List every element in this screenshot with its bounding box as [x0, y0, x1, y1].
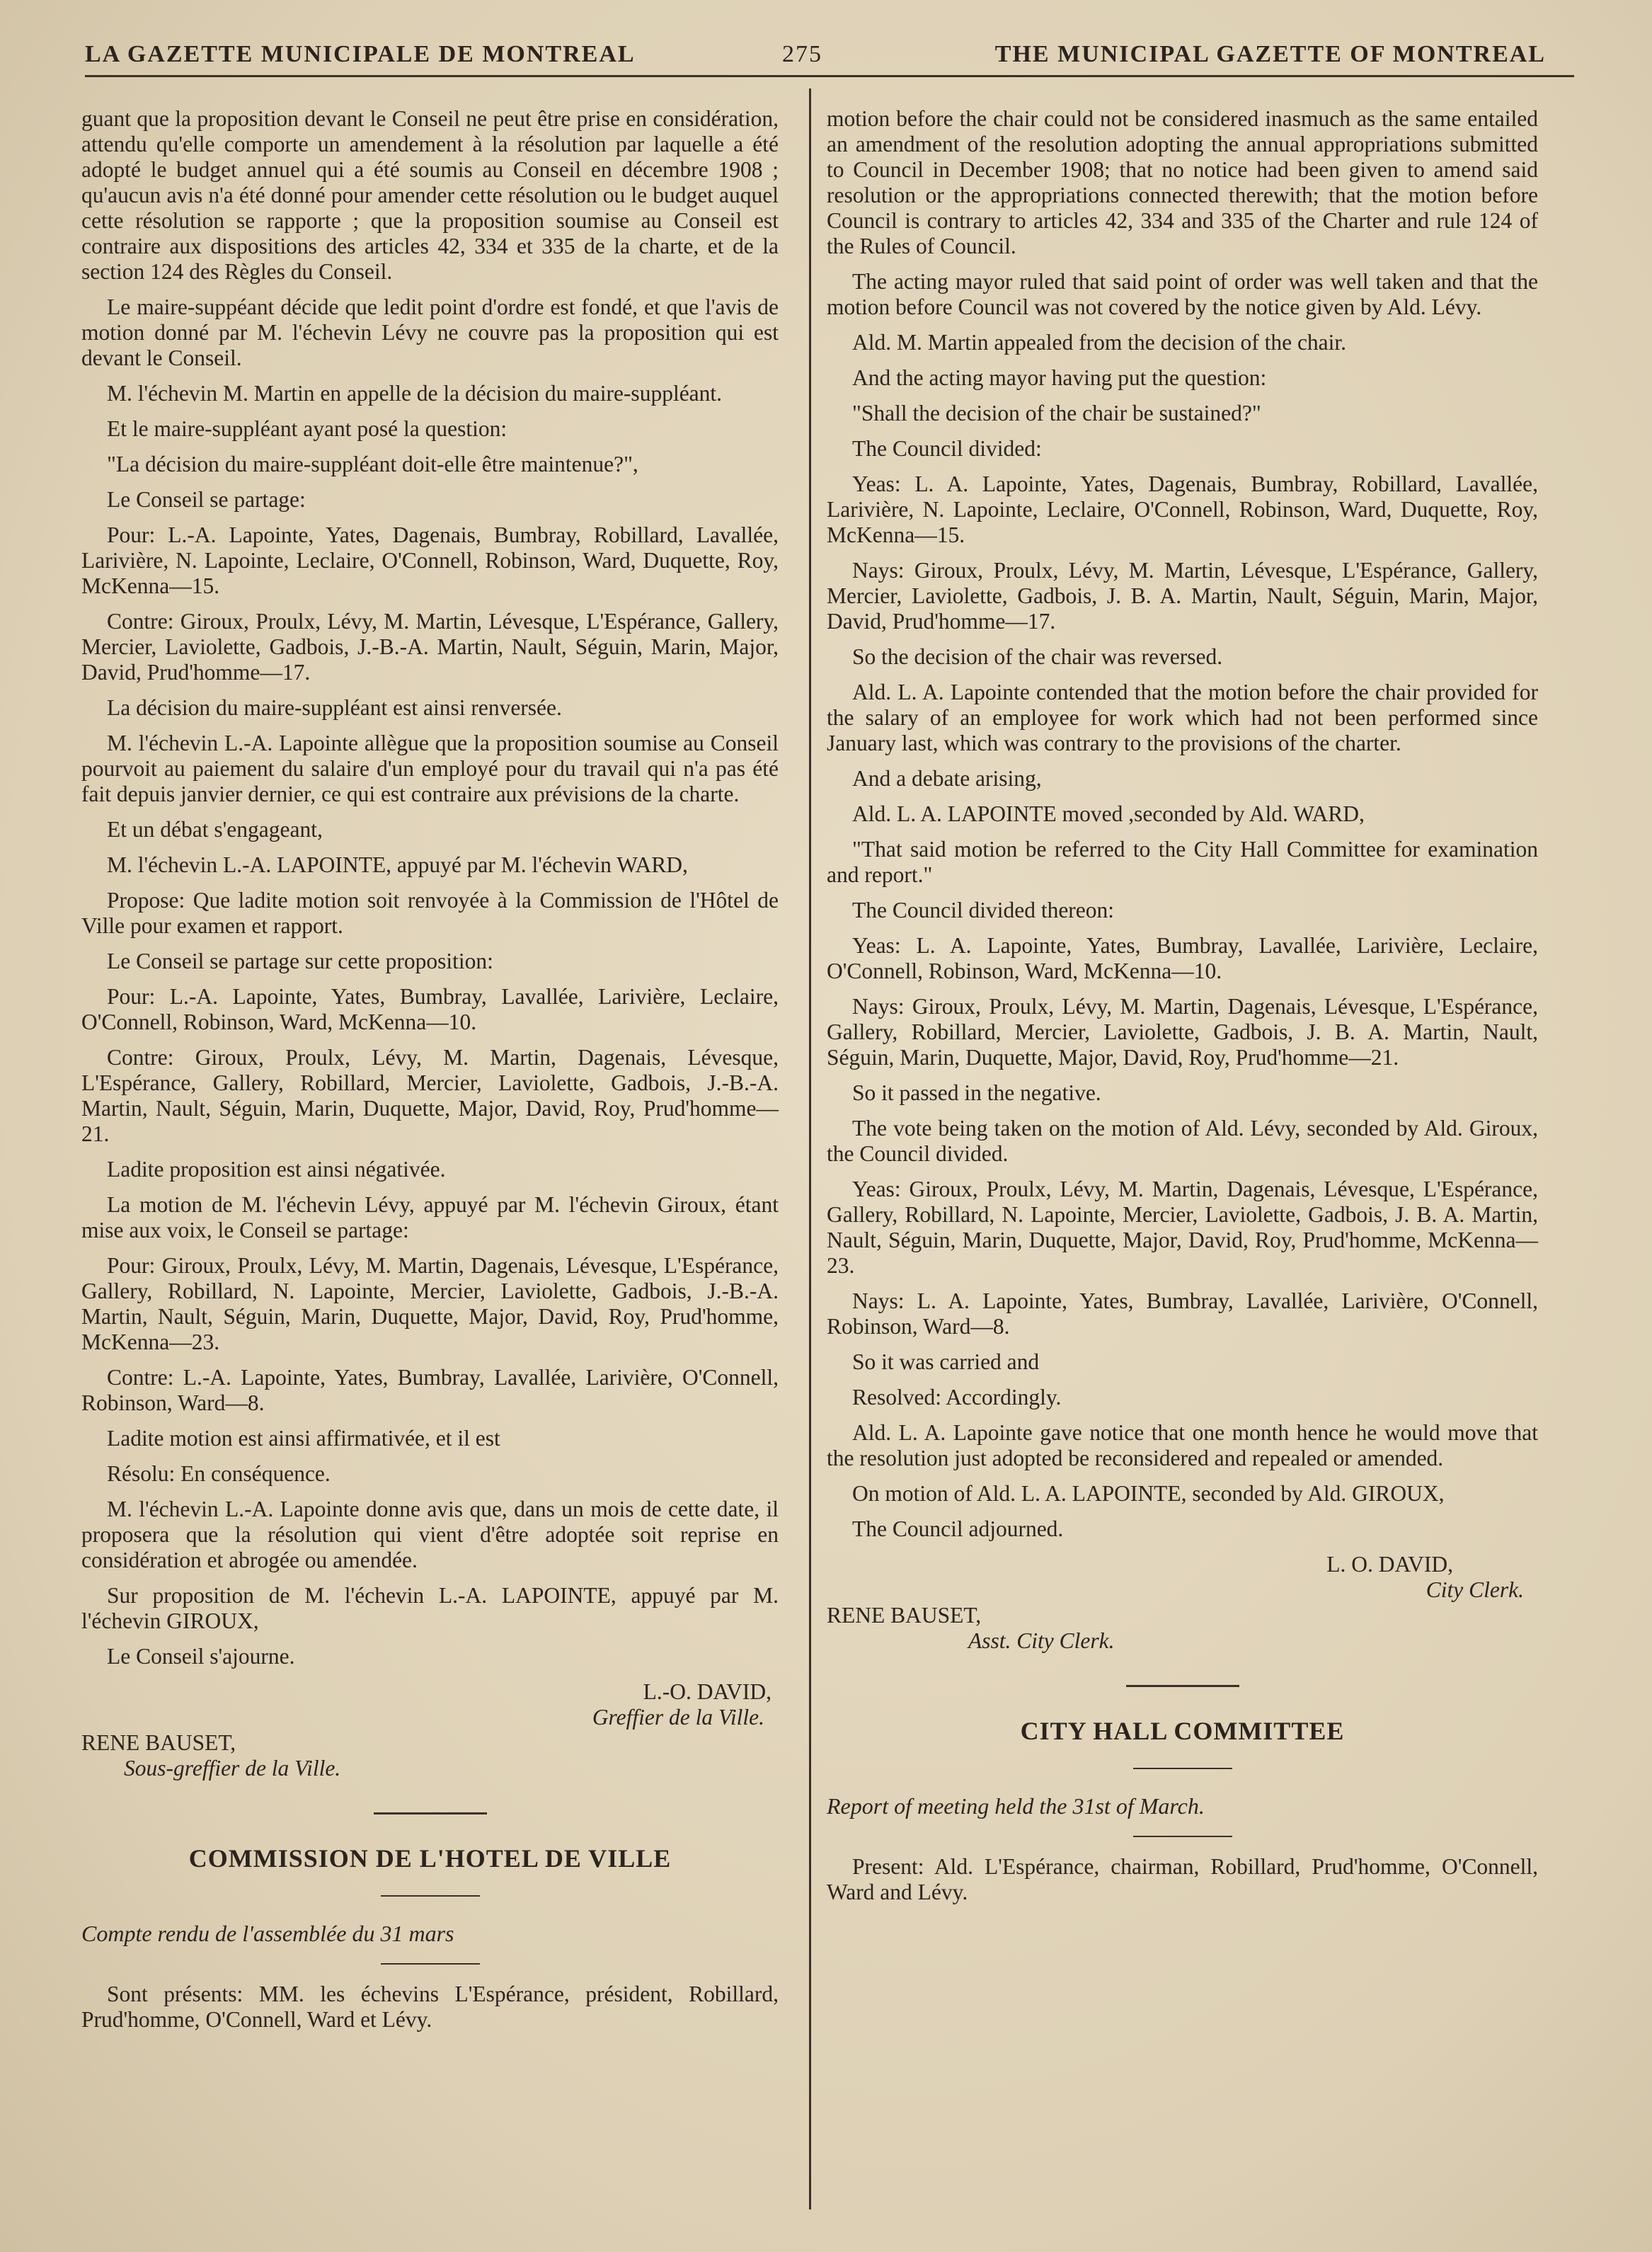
section-divider [381, 1963, 480, 1965]
french-column [81, 106, 779, 2042]
paragraph: "La décision du maire-suppléant doit-elle être maintenue?", [107, 452, 638, 476]
paragraph: Sur proposition de M. l'échevin L.-A. LAPOINTE, appuyé par M. l'échevin GIROUX, [81, 1583, 779, 1633]
section-divider [1133, 1768, 1232, 1769]
assistant-clerk-name: RENE BAUSET, [81, 1730, 236, 1755]
vote-yeas: Yeas: L. A. Lapointe, Yates, Bumbray, Lavallée, Larivière, Leclaire, O'Connell, Robinson, Ward, McKenna—10. [827, 933, 1538, 983]
assistant-clerk-title: Sous-greffier de la Ville. [124, 1756, 341, 1781]
section-title: CITY HALL COMMITTEE [1020, 1717, 1345, 1745]
paragraph: "Shall the decision of the chair be sustained?" [852, 401, 1261, 425]
paragraph: Resolved: Accordingly. [852, 1385, 1062, 1410]
paragraph: Et un débat s'engageant, [107, 817, 323, 842]
present-members: Sont présents: MM. les échevins L'Espérance, président, Robillard, Prud'homme, O'Connell, Ward et Lévy. [81, 1982, 779, 2032]
clerk-title: Greffier de la Ville. [592, 1705, 764, 1730]
section-divider [1133, 1836, 1232, 1837]
paragraph: motion before the chair could not be considered inasmuch as the same entailed an amendment of the resolution adopting the annual appropriations submitted to Council in December 1908; that no notice had been given to amend said resolution or the appropriations connected therewith; that the motion before Council is contrary to articles 42, 334 and 335 of the Charter and rule 124 of the Rules of Council. [827, 106, 1538, 258]
paragraph: Ladite motion est ainsi affirmativée, et il est [107, 1426, 500, 1451]
assistant-clerk-title: Asst. City Clerk. [968, 1628, 1115, 1653]
section-subtitle: Compte rendu de l'assemblée du 31 mars [81, 1921, 454, 1946]
header-rule [85, 75, 1574, 77]
paragraph: Ald. L. A. Lapointe contended that the motion before the chair provided for the salary of an employee for work which had not been performed since January last, which was contrary to the provisions of the charter. [827, 680, 1538, 755]
paragraph: And a debate arising, [852, 766, 1042, 791]
paragraph: Le Conseil s'ajourne. [107, 1644, 295, 1669]
english-column [827, 106, 1538, 1915]
paragraph: The Council divided thereon: [852, 898, 1115, 922]
paragraph: guant que la proposition devant le Conseil ne peut être prise en considération, attendu qu'elle comporte un amendement à la résolution par laquelle a été adopté le budget annuel qui a été soumis au Conseil en décembre 1908 ; qu'aucun avis n'a été donné pour amender cette résolution ou le budget auquel cette résolution se rapporte ; que la proposition soumise au Conseil est contraire aux dispositions des articles 42, 334 et 335 de la charte, et de la section 124 des Règles du Conseil. [81, 106, 779, 284]
section-divider [374, 1812, 487, 1814]
paragraph: The acting mayor ruled that said point of order was well taken and that the motion before Council was not covered by the notice given by Ald. Lévy. [827, 269, 1538, 319]
paragraph: M. l'échevin L.-A. Lapointe allègue que la proposition soumise au Conseil pourvoit au paiement du salaire d'un employé pour du travail qui n'a pas été fait depuis janvier dernier, ce qui est contraire aux prévisions de la charte. [81, 731, 779, 806]
section-divider [381, 1895, 480, 1897]
clerk-name: L.-O. DAVID, [643, 1679, 771, 1704]
paragraph: Ald. L. A. LAPOINTE moved ,seconded by Ald. WARD, [852, 801, 1365, 826]
paragraph: La motion de M. l'échevin Lévy, appuyé par M. l'échevin Giroux, étant mise aux voix, le Conseil se partage: [81, 1192, 779, 1242]
vote-against: Contre: Giroux, Proulx, Lévy, M. Martin, Dagenais, Lévesque, L'Espérance, Gallery, Robillard, Mercier, Laviolette, Gadbois, J.-B.-A. Martin, Nault, Séguin, Marin, Duquette, Major, David, Roy, Prud'homme—21. [81, 1045, 779, 1146]
vote-nays: Nays: Giroux, Proulx, Lévy, M. Martin, Dagenais, Lévesque, L'Espérance, Gallery, Robillard, Mercier, Laviolette, Gadbois, J. B. A. Martin, Nault, Séguin, Marin, Duquette, Major, David, Roy, Prud'homme—21. [827, 994, 1538, 1070]
vote-yeas: Yeas: Giroux, Proulx, Lévy, M. Martin, Dagenais, Lévesque, L'Espérance, Gallery, Robillard, N. Lapointe, Mercier, Laviolette, Gadbois, J. B. A. Martin, Nault, Séguin, Marin, Duquette, Major, David, Roy, Prud'homme, McKenna—23. [827, 1177, 1538, 1278]
header-english-title: THE MUNICIPAL GAZETTE OF MONTREAL [994, 41, 1546, 67]
paragraph: Ald. M. Martin appealed from the decision of the chair. [852, 330, 1347, 355]
vote-nays: Nays: L. A. Lapointe, Yates, Bumbray, Lavallée, Larivière, O'Connell, Robinson, Ward—8. [827, 1288, 1538, 1339]
paragraph: M. l'échevin M. Martin en appelle de la décision du maire-suppléant. [107, 381, 723, 406]
signature-block [81, 1679, 779, 1781]
vote-for: Pour: L.-A. Lapointe, Yates, Bumbray, Lavallée, Larivière, Leclaire, O'Connell, Robinson, Ward, McKenna—10. [81, 984, 779, 1034]
paragraph: So it was carried and [852, 1349, 1040, 1374]
paragraph: Ald. L. A. Lapointe gave notice that one month hence he would move that the resolution just adopted be reconsidered and repealed or amended. [827, 1420, 1538, 1470]
paragraph: So it passed in the negative. [852, 1080, 1101, 1105]
page-header [85, 35, 1546, 78]
paragraph: Ladite proposition est ainsi négativée. [107, 1157, 446, 1182]
paragraph: Le Conseil se partage: [107, 487, 306, 512]
paragraph: Et le maire-suppléant ayant posé la question: [107, 416, 507, 441]
present-members: Present: Ald. L'Espérance, chairman, Robillard, Prud'homme, O'Connell, Ward and Lévy. [827, 1854, 1538, 1904]
paragraph: The vote being taken on the motion of Ald. Lévy, seconded by Ald. Giroux, the Council divided. [827, 1116, 1538, 1166]
vote-yeas: Yeas: L. A. Lapointe, Yates, Dagenais, Bumbray, Robillard, Lavallée, Larivière, N. Lapointe, Leclaire, O'Connell, Robinson, Ward, Duquette, Roy, McKenna—15. [827, 471, 1538, 547]
section-divider [1126, 1685, 1239, 1687]
paragraph: Le Conseil se partage sur cette proposition: [107, 949, 493, 973]
assistant-clerk-name: RENE BAUSET, [827, 1603, 982, 1628]
header-french-title: LA GAZETTE MUNICIPALE DE MONTREAL [85, 41, 636, 67]
vote-for: Pour: Giroux, Proulx, Lévy, M. Martin, Dagenais, Lévesque, L'Espérance, Gallery, Robillard, N. Lapointe, Mercier, Laviolette, Gadbois, J.-B.-A. Martin, Nault, Séguin, Marin, Duquette, Major, David, Roy, Prud'homme, McKenna—23. [81, 1253, 779, 1354]
vote-against: Contre: L.-A. Lapointe, Yates, Bumbray, Lavallée, Larivière, O'Connell, Robinson, Ward—8. [81, 1365, 779, 1415]
paragraph: La décision du maire-suppléant est ainsi renversée. [107, 695, 562, 720]
paragraph: M. l'échevin L.-A. Lapointe donne avis que, dans un mois de cette date, il proposera que la résolution qui vient d'être adoptée soit reprise en considération et abrogée ou amendée. [81, 1497, 779, 1572]
paragraph: "That said motion be referred to the City Hall Committee for examination and report." [827, 837, 1538, 887]
section-subtitle: Report of meeting held the 31st of March. [827, 1793, 1205, 1819]
clerk-name: L. O. DAVID, [1326, 1552, 1453, 1577]
column-divider [809, 88, 811, 2210]
section-title: COMMISSION DE L'HOTEL DE VILLE [188, 1844, 672, 1873]
paragraph: The Council divided: [852, 436, 1042, 461]
paragraph: So the decision of the chair was reversed. [852, 644, 1223, 669]
paragraph: Résolu: En conséquence. [107, 1461, 331, 1486]
paragraph: And the acting mayor having put the question: [852, 365, 1267, 390]
clerk-title: City Clerk. [1426, 1577, 1524, 1602]
paragraph: Propose: Que ladite motion soit renvoyée à la Commission de l'Hôtel de Ville pour examen et rapport. [81, 888, 779, 938]
vote-nays: Nays: Giroux, Proulx, Lévy, M. Martin, Lévesque, L'Espérance, Gallery, Mercier, Laviolette, Gadbois, J. B. A. Martin, Nault, Séguin, Marin, Major, David, Prud'homme—17. [827, 558, 1538, 634]
paragraph: The Council adjourned. [852, 1516, 1064, 1541]
vote-against: Contre: Giroux, Proulx, Lévy, M. Martin, Lévesque, L'Espérance, Gallery, Mercier, Laviolette, Gadbois, J.-B.-A. Martin, Nault, Séguin, Marin, Major, David, Prud'homme—17. [81, 609, 779, 685]
page-number: 275 [782, 41, 822, 67]
paragraph: On motion of Ald. L. A. LAPOINTE, seconded by Ald. GIROUX, [852, 1481, 1445, 1506]
paragraph: M. l'échevin L.-A. LAPOINTE, appuyé par M. l'échevin WARD, [107, 852, 688, 877]
vote-for: Pour: L.-A. Lapointe, Yates, Dagenais, Bumbray, Robillard, Lavallée, Larivière, N. Lapointe, Leclaire, O'Connell, Robinson, Ward, Duquette, Roy, McKenna—15. [81, 522, 779, 598]
paragraph: Le maire-suppéant décide que ledit point d'ordre est fondé, et que l'avis de motion donné par M. l'échevin Lévy ne couvre pas la proposition qui est devant le Conseil. [81, 295, 779, 370]
signature-block [827, 1552, 1538, 1654]
